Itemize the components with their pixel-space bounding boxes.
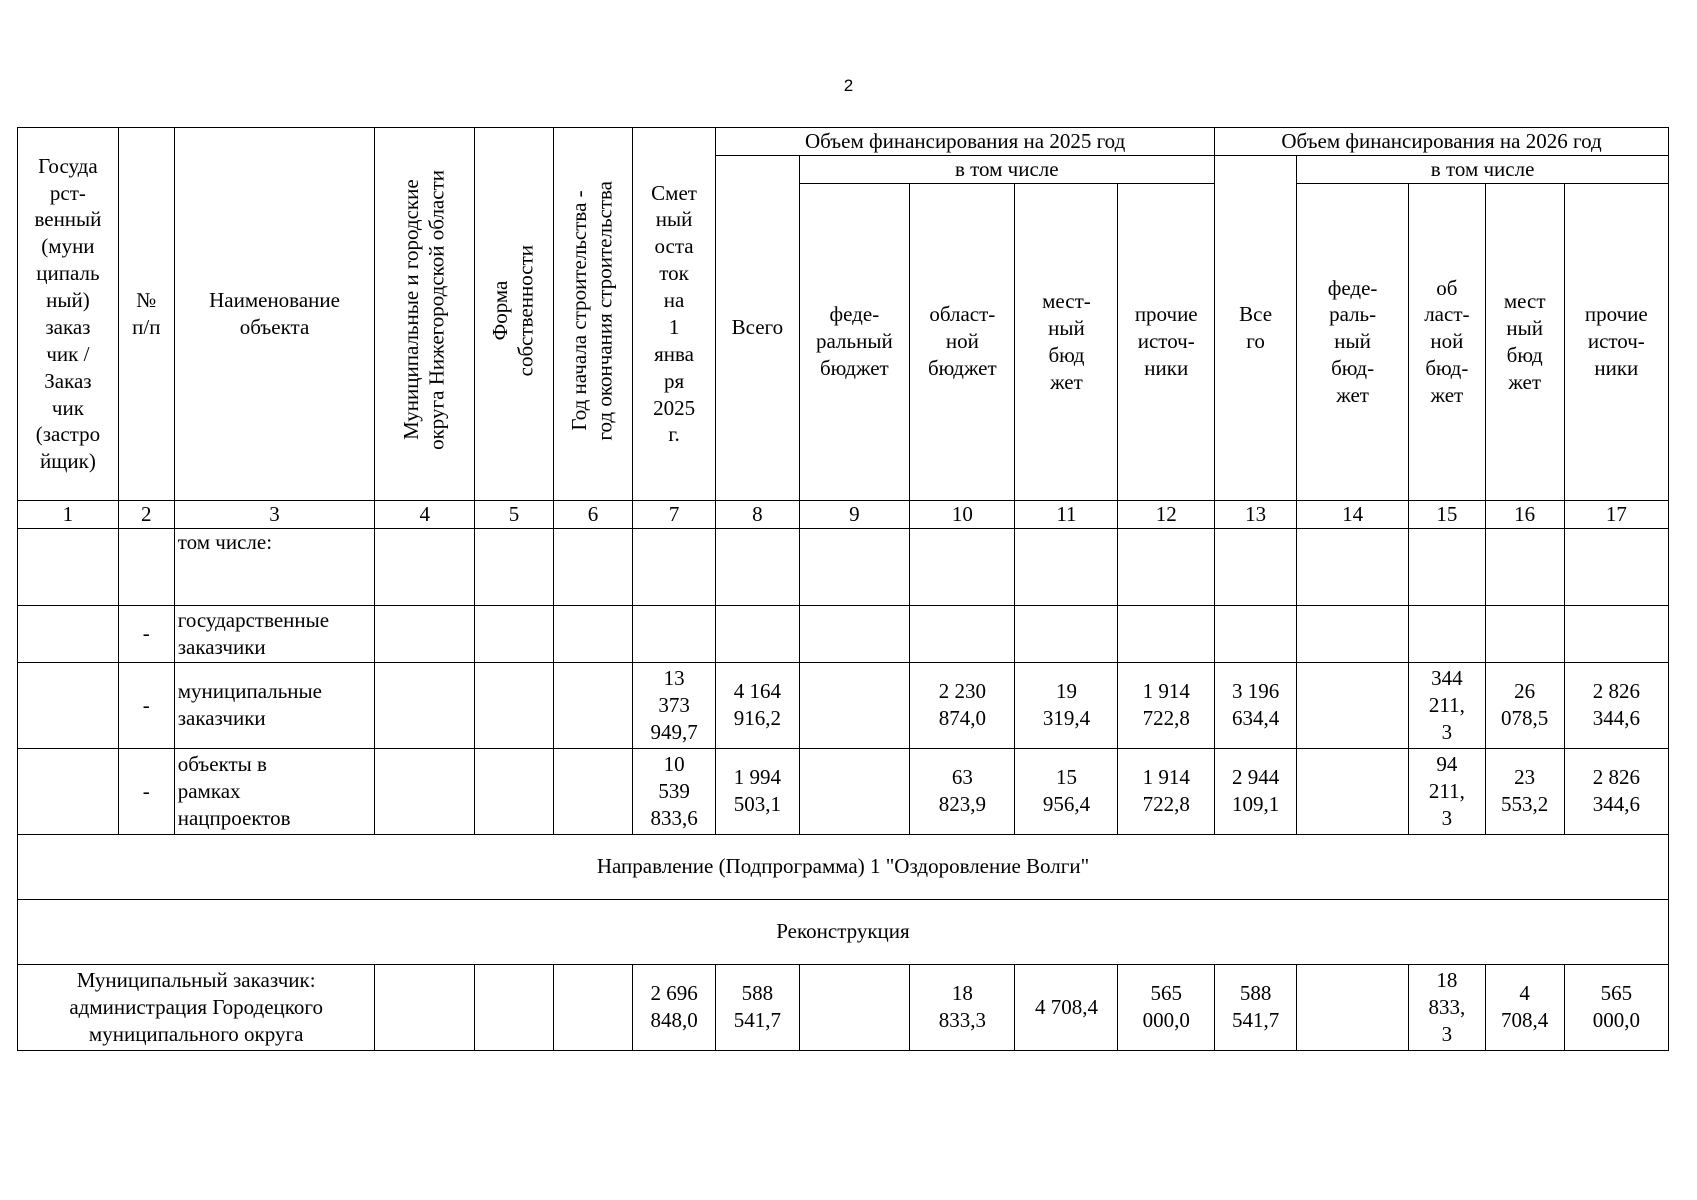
header-local-2025: мест- ный бюд жет <box>1015 183 1118 500</box>
table-row <box>18 964 1669 1050</box>
cell-total-2025 <box>716 605 799 662</box>
header-financing-2026: Объем финансирования на 2026 год <box>1215 128 1669 156</box>
cell-empty <box>375 605 475 662</box>
cell-object-name: государственные заказчики <box>174 605 375 662</box>
cell-total-2026 <box>1215 528 1297 605</box>
header-local-2026: мест ный бюд жет <box>1485 183 1564 500</box>
cell-federal-2026 <box>1297 662 1409 748</box>
cell-other-2025: 565 000,0 <box>1118 964 1215 1050</box>
cell-other-2025 <box>1118 528 1215 605</box>
column-number: 3 <box>174 500 375 528</box>
cell-empty <box>375 662 475 748</box>
cell-other-2026: 565 000,0 <box>1564 964 1668 1050</box>
cell-total-2026 <box>1215 605 1297 662</box>
cell-federal-2025 <box>799 748 910 834</box>
column-number: 2 <box>118 500 174 528</box>
table-row <box>18 528 1669 605</box>
header-including-2025: в том числе <box>799 155 1214 183</box>
header-total-2025: Всего <box>716 155 799 500</box>
cell-federal-2026 <box>1297 748 1409 834</box>
cell-empty <box>475 748 554 834</box>
header-including-2026: в том числе <box>1297 155 1669 183</box>
cell-empty <box>554 964 633 1050</box>
cell-local-2026: 26 078,5 <box>1485 662 1564 748</box>
cell-empty <box>475 605 554 662</box>
cell-regional-2026 <box>1409 528 1486 605</box>
cell-local-2026 <box>1485 605 1564 662</box>
cell-federal-2026 <box>1297 605 1409 662</box>
cell-object-name: муниципальные заказчики <box>174 662 375 748</box>
column-number: 14 <box>1297 500 1409 528</box>
section-row <box>18 834 1669 899</box>
cell-local-2026: 23 553,2 <box>1485 748 1564 834</box>
column-number: 17 <box>1564 500 1668 528</box>
header-other-2026: прочие источ- ники <box>1564 183 1668 500</box>
header-federal-2025: феде- ральный бюджет <box>799 183 910 500</box>
header-other-2025: прочие источ- ники <box>1118 183 1215 500</box>
section-row <box>18 899 1669 964</box>
cell-estimated-balance: 10 539 833,6 <box>632 748 715 834</box>
header-number: № п/п <box>118 128 174 501</box>
cell-regional-2025: 63 823,9 <box>910 748 1015 834</box>
header-districts-text: Муниципальные и городские округа Нижегородской области <box>399 170 449 451</box>
cell-object-name: том числе: <box>174 528 375 605</box>
cell-customer-name: Муниципальный заказчик: администрация Городецкого муниципального округа <box>18 964 375 1050</box>
cell-customer <box>18 528 119 605</box>
cell-estimated-balance: 13 373 949,7 <box>632 662 715 748</box>
cell-empty <box>554 605 633 662</box>
column-number: 11 <box>1015 500 1118 528</box>
cell-federal-2026 <box>1297 964 1409 1050</box>
cell-local-2025: 4 708,4 <box>1015 964 1118 1050</box>
column-number: 10 <box>910 500 1015 528</box>
cell-regional-2025 <box>910 605 1015 662</box>
column-number: 6 <box>554 500 633 528</box>
header-regional-2026: об ласт- ной бюд- жет <box>1409 183 1486 500</box>
page-number: 2 <box>843 76 854 95</box>
column-number-row <box>18 500 1669 528</box>
cell-regional-2025 <box>910 528 1015 605</box>
cell-other-2026 <box>1564 528 1668 605</box>
cell-empty <box>554 748 633 834</box>
cell-total-2025: 588 541,7 <box>716 964 799 1050</box>
financing-table <box>17 127 1669 1051</box>
cell-number: - <box>118 748 174 834</box>
section-subprogram-title: Направление (Подпрограмма) 1 "Оздоровление Волги" <box>18 834 1669 899</box>
cell-other-2025: 1 914 722,8 <box>1118 748 1215 834</box>
header-financing-2025: Объем финансирования на 2025 год <box>716 128 1215 156</box>
cell-total-2026: 3 196 634,4 <box>1215 662 1297 748</box>
header-years <box>554 128 633 501</box>
cell-local-2025 <box>1015 528 1118 605</box>
cell-regional-2026: 344 211, 3 <box>1409 662 1486 748</box>
column-number: 4 <box>375 500 475 528</box>
header-customer: Госуда рст- венный (муни ципаль ный) заказ чик / Заказ чик (застро йщик) <box>18 128 119 501</box>
cell-object-name: объекты в рамках нацпроектов <box>174 748 375 834</box>
column-number: 15 <box>1409 500 1486 528</box>
header-federal-2026: феде- раль- ный бюд- жет <box>1297 183 1409 500</box>
cell-empty <box>375 964 475 1050</box>
cell-local-2026 <box>1485 528 1564 605</box>
column-number: 12 <box>1118 500 1215 528</box>
cell-federal-2025 <box>799 528 910 605</box>
column-number: 7 <box>632 500 715 528</box>
cell-number: - <box>118 662 174 748</box>
header-years-text: Год начала строительства - год окончания строительства <box>567 180 617 441</box>
header-estimated-balance: Смет ный оста ток на 1 янва ря 2025 г. <box>632 128 715 501</box>
cell-other-2025 <box>1118 605 1215 662</box>
cell-regional-2026: 18 833, 3 <box>1409 964 1486 1050</box>
cell-regional-2026: 94 211, 3 <box>1409 748 1486 834</box>
cell-customer <box>18 748 119 834</box>
cell-total-2025 <box>716 528 799 605</box>
table-row <box>18 605 1669 662</box>
column-number: 8 <box>716 500 799 528</box>
column-number: 1 <box>18 500 119 528</box>
cell-regional-2026 <box>1409 605 1486 662</box>
section-reconstruction-title: Реконструкция <box>18 899 1669 964</box>
cell-local-2025: 15 956,4 <box>1015 748 1118 834</box>
cell-total-2026: 588 541,7 <box>1215 964 1297 1050</box>
cell-other-2026 <box>1564 605 1668 662</box>
header-total-2026: Все го <box>1215 155 1297 500</box>
cell-other-2026: 2 826 344,6 <box>1564 662 1668 748</box>
cell-empty <box>475 964 554 1050</box>
header-ownership-text: Форма собственности <box>488 244 539 377</box>
cell-regional-2025: 2 230 874,0 <box>910 662 1015 748</box>
cell-local-2025: 19 319,4 <box>1015 662 1118 748</box>
cell-estimated-balance <box>632 605 715 662</box>
cell-empty <box>375 528 475 605</box>
cell-federal-2026 <box>1297 528 1409 605</box>
header-object-name: Наименование объекта <box>174 128 375 501</box>
cell-empty <box>554 528 633 605</box>
cell-federal-2025 <box>799 662 910 748</box>
cell-empty <box>475 662 554 748</box>
cell-total-2025: 4 164 916,2 <box>716 662 799 748</box>
cell-federal-2025 <box>799 605 910 662</box>
table-row <box>18 748 1669 834</box>
cell-other-2026: 2 826 344,6 <box>1564 748 1668 834</box>
cell-other-2025: 1 914 722,8 <box>1118 662 1215 748</box>
column-number: 9 <box>799 500 910 528</box>
table-row <box>18 662 1669 748</box>
cell-empty <box>554 662 633 748</box>
cell-empty <box>475 528 554 605</box>
header-districts <box>375 128 475 501</box>
cell-estimated-balance <box>632 528 715 605</box>
cell-customer <box>18 662 119 748</box>
column-number: 13 <box>1215 500 1297 528</box>
header-regional-2025: област- ной бюджет <box>910 183 1015 500</box>
cell-regional-2025: 18 833,3 <box>910 964 1015 1050</box>
cell-estimated-balance: 2 696 848,0 <box>632 964 715 1050</box>
cell-local-2025 <box>1015 605 1118 662</box>
cell-local-2026: 4 708,4 <box>1485 964 1564 1050</box>
cell-number: - <box>118 605 174 662</box>
cell-federal-2025 <box>799 964 910 1050</box>
cell-total-2025: 1 994 503,1 <box>716 748 799 834</box>
cell-total-2026: 2 944 109,1 <box>1215 748 1297 834</box>
cell-customer <box>18 605 119 662</box>
cell-number <box>118 528 174 605</box>
cell-empty <box>375 748 475 834</box>
column-number: 5 <box>475 500 554 528</box>
header-ownership <box>475 128 554 501</box>
column-number: 16 <box>1485 500 1564 528</box>
